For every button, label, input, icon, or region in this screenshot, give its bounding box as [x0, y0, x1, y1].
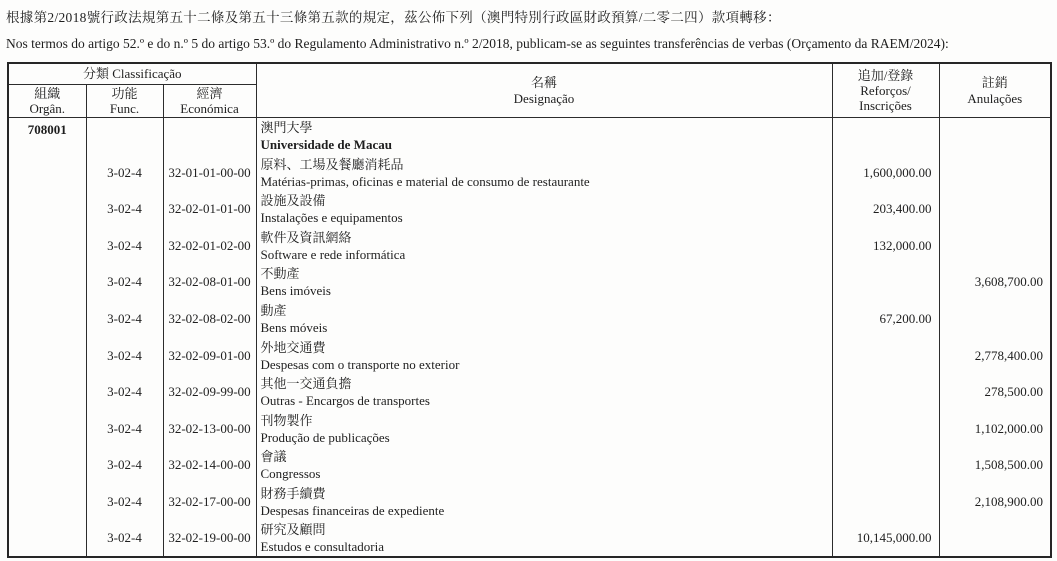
header-econ-pt: Económica [180, 100, 239, 116]
header-designation-pt: Designação [513, 90, 575, 106]
header-reinforcements-pt1: Reforços/ [860, 82, 911, 98]
cancel-amount: 3,608,700.00 [939, 264, 1051, 301]
header-classification: 分類 Classificação [8, 63, 256, 84]
cancel-amount [939, 154, 1051, 191]
table-row [8, 410, 1051, 447]
func-code: 3-02-4 [86, 337, 163, 374]
intro-line-pt: Nos termos do artigo 52.º e do n.º 5 do artigo 53.º do Regulamento Administrativo n.º 2/2018, publicam-se as seguintes transferências de verbas (Orçamento da RAEM/2024): [6, 36, 949, 51]
designation-pt: Despesas financeiras de expediente [260, 502, 445, 518]
reinforce-amount: 132,000.00 [832, 227, 939, 264]
header-organ-pt: Orgân. [29, 100, 65, 116]
reinforce-amount [832, 337, 939, 374]
header-econ [163, 84, 256, 118]
designation-zh: 軟件及資訊網絡 [260, 229, 352, 245]
organ-code [8, 374, 86, 411]
header-organ [8, 84, 86, 118]
cancel-amount [939, 520, 1051, 557]
table-row [8, 520, 1051, 557]
designation-zh: 原料、工場及餐廳消耗品 [260, 156, 404, 172]
header-designation [256, 63, 832, 118]
table-row [8, 484, 1051, 521]
organ-code [8, 191, 86, 228]
cancel-amount: 1,102,000.00 [939, 410, 1051, 447]
table-row [8, 264, 1051, 301]
reinforce-amount: 67,200.00 [832, 301, 939, 338]
func-code: 3-02-4 [86, 410, 163, 447]
econ-code: 32-01-01-00-00 [163, 154, 256, 191]
econ-code: 32-02-01-02-00 [163, 227, 256, 264]
designation-cell [256, 227, 832, 264]
econ-code: 32-02-09-99-00 [163, 374, 256, 411]
designation-zh: 研究及顧問 [260, 522, 326, 538]
econ-code: 32-02-14-00-00 [163, 447, 256, 484]
func-code: 3-02-4 [86, 374, 163, 411]
table-row [8, 154, 1051, 191]
intro-line-zh: 根據第2/2018號行政法規第五十二條及第五十三條第五款的規定，茲公佈下列（澳門特別行政區財政預算/二零二四）款項轉移： [6, 10, 781, 25]
table-header [8, 63, 1051, 118]
designation-zh: 外地交通費 [260, 339, 326, 355]
organ-code [8, 484, 86, 521]
designation-zh: 其他一交通負擔 [260, 376, 352, 392]
designation-cell [256, 191, 832, 228]
econ-code: 32-02-08-02-00 [163, 301, 256, 338]
func-code: 3-02-4 [86, 447, 163, 484]
func-code: 3-02-4 [86, 520, 163, 557]
table-row [8, 191, 1051, 228]
designation-cell [256, 520, 832, 557]
designation-cell [256, 410, 832, 447]
cancel-amount: 2,778,400.00 [939, 337, 1051, 374]
econ-code: 32-02-09-01-00 [163, 337, 256, 374]
designation-pt: Bens imóveis [260, 283, 331, 299]
header-cancellations-pt: Anulações [967, 90, 1023, 106]
cancel-amount [939, 227, 1051, 264]
cancel-amount [939, 191, 1051, 228]
organ-code [8, 410, 86, 447]
organ-code [8, 337, 86, 374]
organ-code: 708001 [8, 118, 86, 155]
cancel-amount: 2,108,900.00 [939, 484, 1051, 521]
cancel-amount: 278,500.00 [939, 374, 1051, 411]
header-organ-zh: 組織 [34, 85, 61, 101]
designation-pt: Produção de publicações [260, 429, 390, 445]
organ-code [8, 301, 86, 338]
organ-code [8, 227, 86, 264]
reinforce-amount [832, 410, 939, 447]
header-reinforcements [832, 63, 939, 118]
designation-zh: 財務手續費 [260, 485, 326, 501]
designation-pt: Matérias-primas, oficinas e material de consumo de restaurante [260, 173, 590, 189]
designation-pt: Outras - Encargos de transportes [260, 393, 430, 409]
designation-cell [256, 154, 832, 191]
designation-cell [256, 118, 832, 155]
reinforce-amount: 203,400.00 [832, 191, 939, 228]
designation-cell [256, 337, 832, 374]
reinforce-amount [832, 484, 939, 521]
designation-pt: Software e rede informática [260, 246, 406, 262]
table-row [8, 374, 1051, 411]
organ-code [8, 264, 86, 301]
cancel-amount [939, 301, 1051, 338]
designation-cell [256, 264, 832, 301]
func-code: 3-02-4 [86, 301, 163, 338]
econ-code: 32-02-19-00-00 [163, 520, 256, 557]
cancel-amount [939, 118, 1051, 155]
func-code [86, 118, 163, 155]
designation-cell [256, 447, 832, 484]
func-code: 3-02-4 [86, 484, 163, 521]
econ-code: 32-02-17-00-00 [163, 484, 256, 521]
designation-pt: Congressos [260, 466, 321, 482]
header-reinforcements-zh: 追加/登錄 [857, 67, 914, 83]
organ-code [8, 520, 86, 557]
header-func-pt: Func. [109, 100, 140, 116]
func-code: 3-02-4 [86, 227, 163, 264]
func-code: 3-02-4 [86, 264, 163, 301]
designation-zh: 會議 [260, 449, 287, 465]
reinforce-amount: 10,145,000.00 [832, 520, 939, 557]
designation-pt: Bens móveis [260, 319, 328, 335]
reinforce-amount: 1,600,000.00 [832, 154, 939, 191]
designation-pt: Estudos e consultadoria [260, 539, 384, 555]
table-row [8, 118, 1051, 155]
header-func [86, 84, 163, 118]
econ-code: 32-02-08-01-00 [163, 264, 256, 301]
designation-pt: Universidade de Macau [260, 137, 392, 153]
header-cancellations-zh: 註銷 [981, 75, 1008, 91]
designation-zh: 設施及設備 [260, 193, 326, 209]
econ-code: 32-02-13-00-00 [163, 410, 256, 447]
designation-cell [256, 484, 832, 521]
cancel-amount: 1,508,500.00 [939, 447, 1051, 484]
header-designation-zh: 名稱 [530, 75, 557, 91]
table-row [8, 337, 1051, 374]
designation-zh: 動產 [260, 302, 287, 318]
table-row [8, 301, 1051, 338]
econ-code: 32-02-01-01-00 [163, 191, 256, 228]
table-body [8, 118, 1051, 558]
designation-zh: 不動產 [260, 266, 300, 282]
func-code: 3-02-4 [86, 191, 163, 228]
econ-code [163, 118, 256, 155]
designation-zh: 澳門大學 [260, 120, 313, 136]
reinforce-amount [832, 264, 939, 301]
header-reinforcements-pt2: Inscrições [859, 98, 912, 114]
func-code: 3-02-4 [86, 154, 163, 191]
reinforce-amount [832, 447, 939, 484]
organ-code [8, 447, 86, 484]
reinforce-amount [832, 118, 939, 155]
designation-cell [256, 301, 832, 338]
designation-cell [256, 374, 832, 411]
designation-pt: Instalações e equipamentos [260, 210, 403, 226]
table-row [8, 447, 1051, 484]
header-cancellations [939, 63, 1051, 118]
designation-pt: Despesas com o transporte no exterior [260, 356, 460, 372]
reinforce-amount [832, 374, 939, 411]
designation-zh: 刊物製作 [260, 412, 313, 428]
transfer-table [7, 62, 1052, 558]
organ-code [8, 154, 86, 191]
header-func-zh: 功能 [111, 85, 138, 101]
table-row [8, 227, 1051, 264]
header-econ-zh: 經濟 [196, 85, 223, 101]
